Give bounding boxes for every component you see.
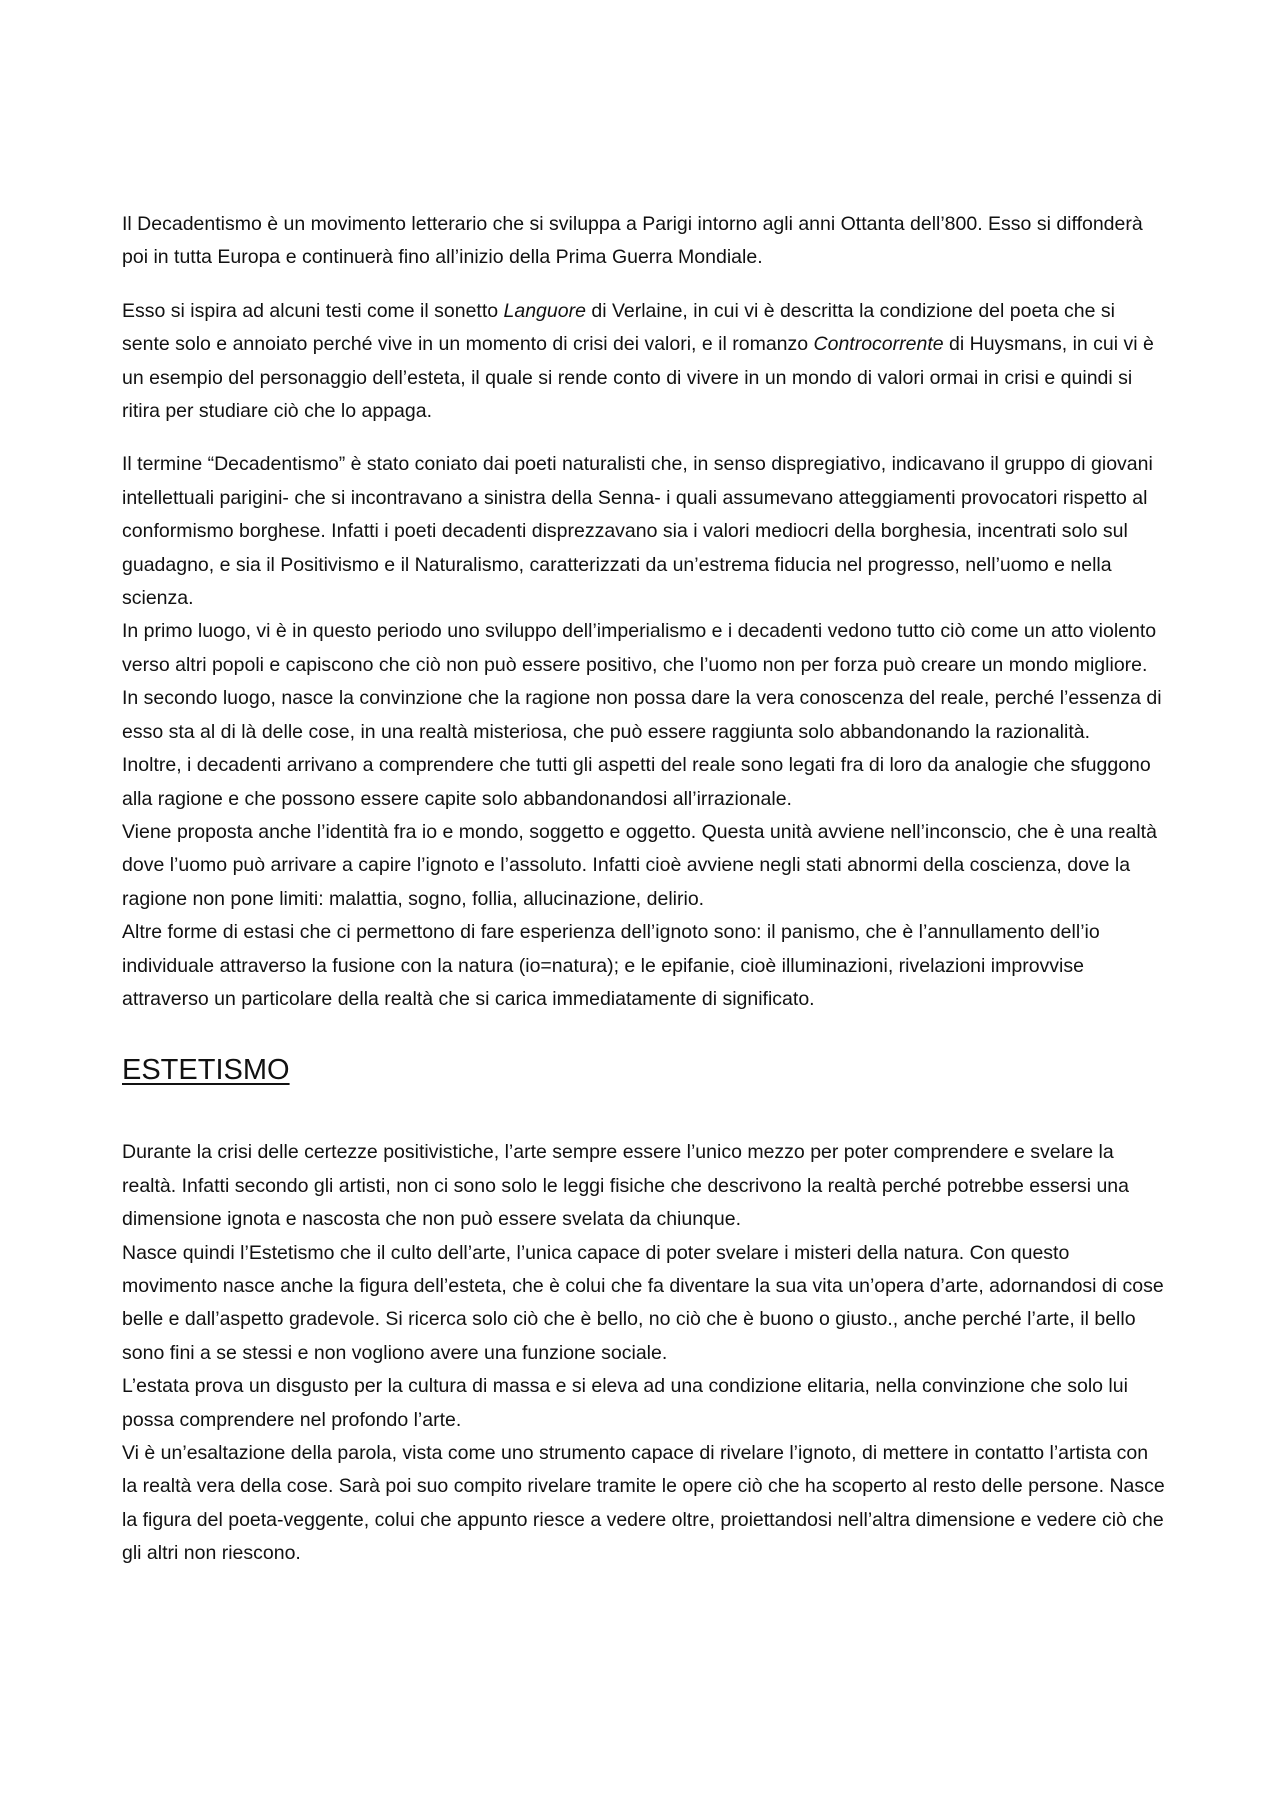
intro-paragraph-5: In secondo luogo, nasce la convinzione che la ragione non possa dare la vera conoscenza del reale, perché l’essenza di esso sta al di là delle cose, in una realtà misteriosa, che può essere raggiunta solo abbandonando la razionalità. <box>122 687 1162 743</box>
intro-paragraph-2-part-2: di Verlaine, in cui vi è descritta la condizione del poeta che si sente solo e annoiato perché vive in un momento di crisi dei valori, e il romanzo <box>122 299 1115 356</box>
section-heading-estetismo: ESTETISMO <box>122 1054 290 1087</box>
intro-paragraph-7: Viene proposta anche l’identità fra io e mondo, soggetto e oggetto. Questa unità avviene nell’inconscio, che è una realtà dove l’uomo può arrivare a capire l’ignoto e l’assoluto. Infatti cioè avviene negli stati abnormi della coscienza, dove la ragione non pone limiti: malattia, sogno, follia, allucinazione, delirio. <box>122 820 1157 910</box>
document-body <box>122 208 1167 1571</box>
intro-paragraph-1: Il Decadentismo è un movimento letterario che si sviluppa a Parigi intorno agli anni Ottanta dell’800. Esso si diffonderà poi in tutta Europa e continuerà fino all’inizio della Prima Guerra Mondiale. <box>122 213 1143 269</box>
intro-paragraph-8: Altre forme di estasi che ci permettono di fare esperienza dell’ignoto sono: il panismo, che è l’annullamento dell’io individuale attraverso la fusione con la natura (io=natura); e le epifanie, cioè illuminazioni, rivelazioni improvvise attraverso un particolare della realtà che si carica immediatamente di significato. <box>122 921 1100 1010</box>
estetismo-paragraph-2: Nasce quindi l’Estetismo che il culto dell’arte, l’unica capace di poter svelare i misteri della natura. Con questo movimento nasce anche la figura dell’esteta, che è colui che fa diventare la sua vita un’opera d’arte, adornandosi di cose belle e dall’aspetto gradevole. Si ricerca solo ciò che è bello, no ciò che è buono o giusto., anche perché l’arte, il bello sono fini a se stessi e non vogliono avere una funzione sociale. <box>122 1241 1164 1364</box>
estetismo-paragraph-3: L’estata prova un disgusto per la cultura di massa e si eleva ad una condizione elitaria, nella convinzione che solo lui possa comprendere nel profondo l’arte. <box>122 1375 1128 1431</box>
controcorrente-title: Controcorrente <box>813 333 944 356</box>
intro-paragraph-6: Inoltre, i decadenti arrivano a comprendere che tutti gli aspetti del reale sono legati fra di loro da analogie che sfuggono alla ragione e che possono essere capite solo abbandonandosi all’irrazionale. <box>122 754 1151 810</box>
intro-paragraph-2-part-3: di Huysmans, in cui vi è un esempio del personaggio dell’esteta, il quale si rende conto di vivere in un mondo di valori ormai in crisi e quindi si ritira per studiare ciò che lo appaga. <box>122 333 1154 423</box>
intro-paragraph-2-part-1: Esso si ispira ad alcuni testi come il sonetto <box>122 299 504 322</box>
intro-paragraph-2 <box>122 295 1167 429</box>
intro-paragraph-4: In primo luogo, vi è in questo periodo uno sviluppo dell’imperialismo e i decadenti vedono tutto ciò come un atto violento verso altri popoli e capiscono che ciò non può essere positivo, che l’uomo non per forza può creare un mondo migliore. <box>122 620 1157 676</box>
languore-title: Languore <box>503 299 586 322</box>
intro-paragraph-3: Il termine “Decadentismo” è stato coniato dai poeti naturalisti che, in senso dispregiativo, indicavano il gruppo di giovani intellettuali parigini- che si incontravano a sinistra della Senna- i quali assumevano atteggiamenti provocatori rispetto al conformismo borghese. Infatti i poeti decadenti disprezzavano sia i valori mediocri della borghesia, incentrati solo sul guadagno, e sia il Positivismo e il Naturalismo, caratterizzati da un’estrema fiducia nel progresso, nell’uomo e nella scienza. <box>122 453 1153 610</box>
estetismo-paragraph-4: Vi è un’esaltazione della parola, vista come uno strumento capace di rivelare l’ignoto, di mettere in contatto l’artista con la realtà vera della cose. Sarà poi suo compito rivelare tramite le opere ciò che ha scoperto al resto delle persone. Nasce la figura del poeta-veggente, colui che appunto riesce a vedere oltre, proiettandosi nell’altra dimensione e vedere ciò che gli altri non riescono. <box>122 1442 1165 1565</box>
estetismo-paragraph-1: Durante la crisi delle certezze positivistiche, l’arte sempre essere l’unico mezzo per poter comprendere e svelare la realtà. Infatti secondo gli artisti, non ci sono solo le leggi fisiche che descrivono la realtà perché potrebbe essersi una dimensione ignota e nascosta che non può essere svelata da chiunque. <box>122 1141 1129 1231</box>
